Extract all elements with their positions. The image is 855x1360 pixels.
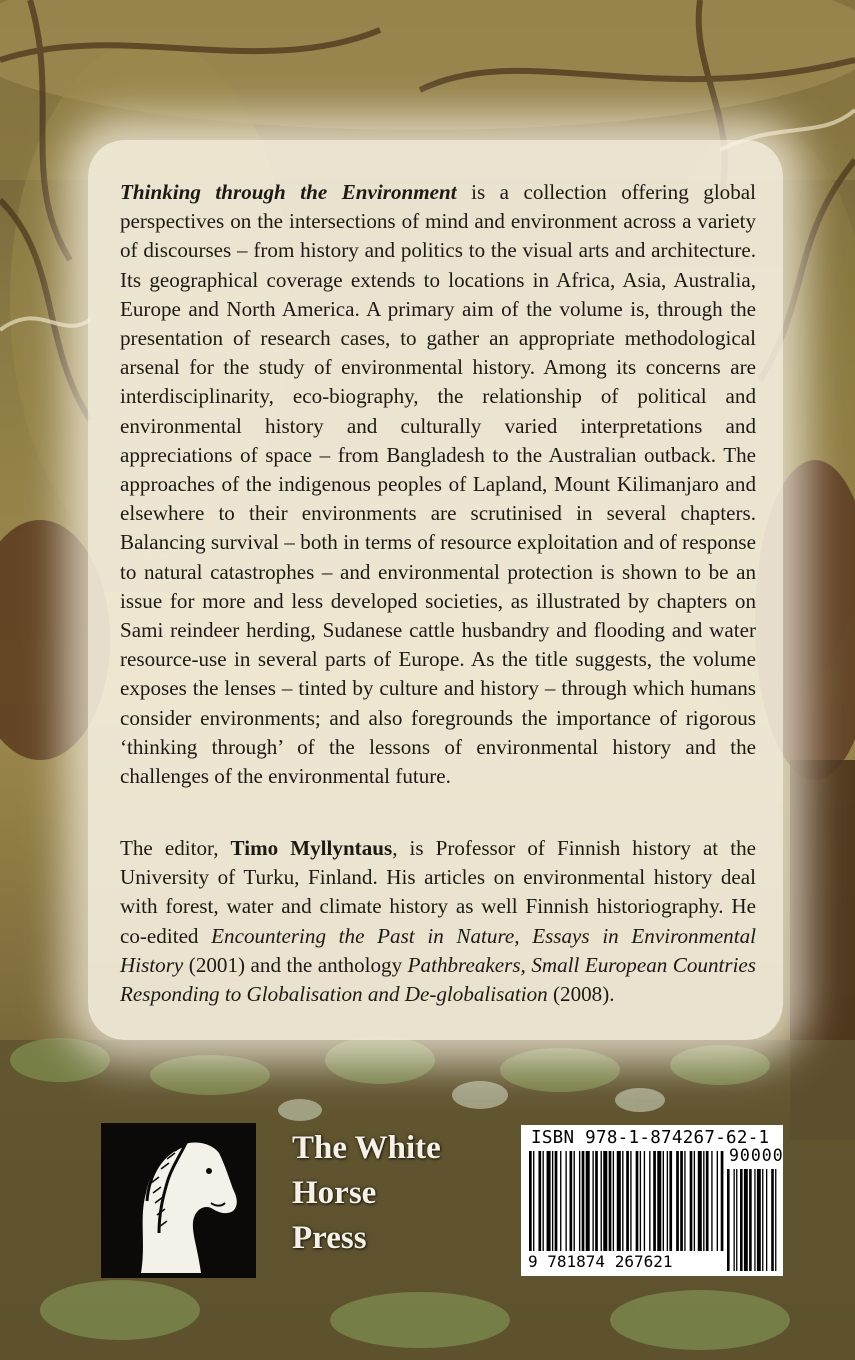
- barcode-addon-bar: [736, 1169, 737, 1271]
- editor-intro: The editor,: [120, 836, 231, 860]
- barcode-bar: [630, 1151, 631, 1251]
- book-description-text: is a collection offering global perspectives on the intersections of mind and environment across a variety of discourses – from history and politics to the visual arts and architecture. Its geographical coverage extends to locations in Africa, Asia, Australia, Europe and North America. A primary aim of the volume is, through the presentation of research cases, to gather an appropriate methodological arsenal for the study of environmental history. Among its concerns are interdisciplinarity, eco-biography, the relationship of political and environmental history and culturally varied interpretations and appreciations of space – from Bangladesh to the Australian outback. The approaches of the indigenous peoples of Lapland, Mount Kilimanjaro and elsewhere to their environments are scrutinised in several chapters. Balancing survival – both in terms of resource exploitation and of response to natural catastrophes – and environmental protection is shown to be an issue for more and less developed societies, as illustrated by chapters on Sami reindeer herding, Sudanese cattle husbandry and flooding and water resource-use in several parts of Europe. As the title suggests, the volume exposes the lenses – tinted by culture and history – through which humans consider environments; and also foregrounds the importance of rigorous ‘thinking through’ of the lessons of environmental history and the challenges of the environmental future.: [120, 180, 756, 789]
- barcode-bar: [721, 1151, 724, 1251]
- barcode-bar: [657, 1151, 661, 1251]
- isbn-label: ISBN 978-1-874267-62-1: [531, 1128, 770, 1148]
- publisher-name-line-2: Horse: [292, 1175, 377, 1211]
- barcode-bar: [649, 1151, 650, 1251]
- barcode-bar: [626, 1151, 629, 1251]
- barcode-bar: [706, 1151, 709, 1251]
- barcode-bar: [582, 1151, 585, 1251]
- editor-bio-part-1: , is Professor of Finnish history at the University of Turku, Finland. His articles on environmental history deal with forest, water and climate history as well Finnish historiography. He co-edited: [120, 836, 756, 948]
- barcode-bar: [609, 1151, 612, 1251]
- editor-book-1: Encountering the Past in Nature, Essays in Environmental History: [120, 923, 756, 977]
- barcode-bar: [653, 1151, 656, 1251]
- barcode-addon-bar: [749, 1169, 752, 1271]
- barcode-addon-bar: [775, 1169, 776, 1271]
- barcode-addon-bar: [757, 1169, 761, 1271]
- barcode-bar: [543, 1151, 544, 1251]
- publisher-logo: [101, 1123, 256, 1278]
- publisher-name-line-1: The White: [292, 1130, 441, 1166]
- barcode-addon-bar: [727, 1169, 730, 1271]
- white-horse-head-icon: [101, 1123, 256, 1278]
- barcode-bar: [574, 1151, 575, 1251]
- ean-digits: 9 781874 267621: [528, 1252, 673, 1271]
- barcode-bar: [547, 1151, 551, 1251]
- barcode-bar: [717, 1151, 718, 1251]
- editor-book-2: Pathbreakers, Small European Countries Responding to Globalisation and De-globalisation: [120, 952, 757, 1007]
- price-code: 90000: [729, 1146, 784, 1165]
- publisher-name-line-3: Press: [292, 1220, 367, 1256]
- barcode-bar: [663, 1151, 664, 1251]
- barcode-bar: [690, 1151, 693, 1251]
- barcode-addon-bar: [740, 1169, 743, 1271]
- editor-bio-part-2: (2001) and the anthology: [183, 952, 408, 977]
- barcode-bar: [636, 1151, 639, 1251]
- barcode-addon-bar: [771, 1169, 774, 1271]
- barcode-bar: [676, 1151, 679, 1251]
- barcode-bar: [622, 1151, 623, 1251]
- publisher-name: [292, 1126, 502, 1261]
- isbn-barcode: [521, 1125, 783, 1276]
- barcode-bar: [640, 1151, 641, 1251]
- barcode-bar: [570, 1151, 573, 1251]
- barcode-bar: [552, 1151, 553, 1251]
- barcode-addon-bar: [766, 1169, 767, 1271]
- barcode-addon-bar: [754, 1169, 755, 1271]
- barcode-bar: [592, 1151, 593, 1251]
- barcode-bar: [694, 1151, 695, 1251]
- book-description: [120, 178, 756, 791]
- barcode-bar: [680, 1151, 683, 1251]
- barcode-bar: [644, 1151, 645, 1251]
- editor-name: Timo Myllyntaus: [230, 836, 393, 860]
- barcode-bar: [613, 1151, 614, 1251]
- barcode-bar: [560, 1151, 561, 1251]
- barcode-bar: [555, 1151, 558, 1251]
- barcode-bar: [669, 1151, 672, 1251]
- barcode-bar: [579, 1151, 580, 1251]
- barcode-bar: [711, 1151, 712, 1251]
- editor-bio: [120, 834, 756, 1009]
- barcode-bar: [533, 1151, 534, 1251]
- barcode-bar: [603, 1151, 607, 1251]
- barcode-bar: [529, 1151, 532, 1251]
- barcode-bar: [595, 1151, 598, 1251]
- barcode-bar: [698, 1151, 702, 1251]
- barcode-bar: [586, 1151, 590, 1251]
- barcode-bar: [703, 1151, 704, 1251]
- editor-bio-part-3: (2008).: [547, 982, 615, 1007]
- barcode-bar: [601, 1151, 602, 1251]
- barcode-bar: [565, 1151, 566, 1251]
- barcode-addon-bar: [734, 1169, 735, 1271]
- barcode-addon-bar: [744, 1169, 748, 1271]
- barcode-addon-bar: [762, 1169, 763, 1271]
- barcode-bar: [667, 1151, 668, 1251]
- barcode-bar: [684, 1151, 685, 1251]
- barcode-bar: [617, 1151, 621, 1251]
- barcode-bar: [538, 1151, 541, 1251]
- book-title-inline: Thinking through the Environment: [120, 180, 457, 204]
